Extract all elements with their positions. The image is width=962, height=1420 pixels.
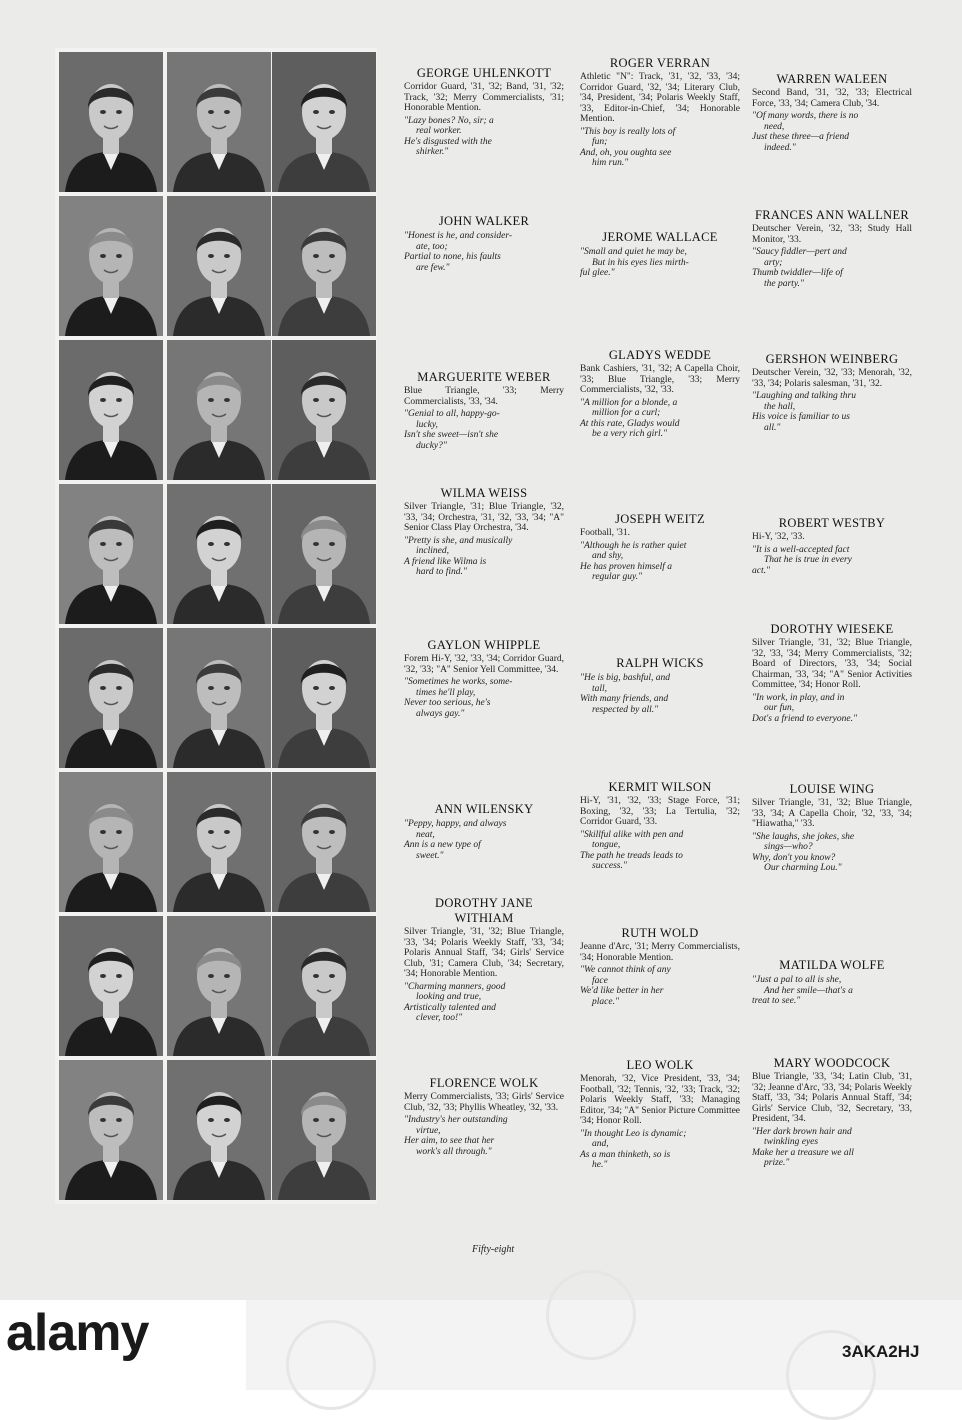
quote-line: hard to find." <box>416 567 467 577</box>
quote-line: treat to see." <box>752 996 801 1006</box>
quote-line: "Of many words, there is no <box>752 111 859 121</box>
student-portrait <box>167 196 271 336</box>
quote-line: the hall, <box>764 401 796 412</box>
quote-line: shirker." <box>416 147 449 157</box>
student-activities: Second Band, '31, '32, '33; Electrical Force, '33, '34; Camera Club, '34. <box>752 88 912 109</box>
student-activities: Silver Triangle, '31; Blue Triangle, '32, '33, '34; Orchestra, '31, '32, '33, '34; "A" Senior Class Play Orchestra, '34. <box>404 502 564 533</box>
quote-line: arty; <box>764 257 783 268</box>
student-quote <box>752 391 912 433</box>
quote-line: Never too serious, he's <box>404 698 491 708</box>
student-activities: Silver Triangle, '31, '32; Blue Triangle, '32, '33, '34; Merry Commercialists, '32; Board of Directors, '33, '34; Social Chairman, '33, '34; "A" Senior Activities Committee, '34; Honor Roll. <box>752 638 912 690</box>
student-name: FLORENCE WOLK <box>429 1076 539 1090</box>
quote-line: Thumb twiddler—life of <box>752 268 843 278</box>
student-quote <box>580 965 740 1007</box>
student-entry <box>752 1056 912 1169</box>
student-portrait <box>59 1060 163 1200</box>
portrait-grid <box>55 48 377 1204</box>
quote-line: ful glee." <box>580 268 615 278</box>
student-quote <box>752 247 912 289</box>
quote-line: our fun, <box>764 703 795 713</box>
student-quote <box>580 247 740 279</box>
student-quote <box>752 975 912 1007</box>
student-quote <box>752 693 912 725</box>
student-entry <box>580 230 740 279</box>
student-name: GERSHON WEINBERG <box>765 352 899 366</box>
student-portrait <box>167 916 271 1056</box>
student-quote <box>580 1129 740 1171</box>
quote-line: Ann is a new type of <box>404 840 481 850</box>
student-entry <box>752 72 912 153</box>
quote-line: respected by all." <box>592 704 659 715</box>
quote-line: "Her dark brown hair and <box>752 1126 852 1137</box>
quote-line: need, <box>764 121 785 132</box>
quote-line: sweet." <box>416 850 444 861</box>
student-name: WILMA WEISS <box>440 486 528 500</box>
student-name: WARREN WALEEN <box>776 72 888 86</box>
student-activities: Blue Triangle, '33, '34; Latin Club, '31, '32; Jeanne d'Arc, '33, '34; Polaris Weekly Staff, '33, '34; Polaris Annual Staff, '34; Girls' Service Club, '32, Secretary, '33, President, '34. <box>752 1072 912 1124</box>
quote-line: "Skillful alike with pen and <box>580 829 684 840</box>
student-entry <box>752 622 912 724</box>
quote-line: Just these three—a friend <box>752 132 850 142</box>
quote-line: ducky?" <box>416 440 447 451</box>
student-activities: Blue Triangle, '33; Merry Commercialists, '33, '34. <box>404 386 564 407</box>
student-name: ROBERT WESTBY <box>778 516 886 530</box>
student-activities: Silver Triangle, '31, '32; Blue Triangle, '33, '34; Polaris Weekly Staff, '33, '34; Polaris Annual Staff, '34; Girls' Service Club, '31; Camera Club, '34; Secretary, '34; Honorable Mention. <box>404 927 564 979</box>
quote-line: "Honest is he, and consider- <box>404 231 513 241</box>
student-quote <box>580 673 740 715</box>
student-entry <box>580 656 740 715</box>
quote-line: he." <box>592 1160 608 1170</box>
student-entry <box>580 348 740 440</box>
student-activities: Football, '31. <box>580 528 631 538</box>
student-portrait <box>272 52 376 192</box>
student-name: GLADYS WEDDE <box>608 348 712 362</box>
quote-line: Partial to none, his faults <box>404 252 501 262</box>
quote-line: "Genial to all, happy-go- <box>404 409 500 419</box>
student-portrait <box>272 484 376 624</box>
student-entry <box>580 1058 740 1171</box>
student-activities: Forem Hi-Y, '32, '33, '34; Corridor Guard, '32, '33; "A" Senior Yell Committee, '34. <box>404 654 564 675</box>
student-quote <box>404 409 564 451</box>
student-entry <box>404 1076 564 1157</box>
student-portrait <box>272 628 376 768</box>
student-name: FRANCES ANN WALLNER <box>754 208 910 222</box>
quote-line: And her smile—that's a <box>764 985 853 996</box>
student-entry <box>404 638 564 719</box>
student-activities: Menorah, '32, Vice President, '33, '34; Football, '32; Tennis, '32, '33; Track, '32; Polaris Weekly Staff, '33; Managing Editor, '34; "A" Senior Picture Committee '34; Honor Roll. <box>580 1074 741 1126</box>
quote-line: That he is true in every <box>764 555 852 565</box>
quote-line: "Lazy bones? No, sir; a <box>404 115 494 126</box>
student-name: JOHN WALKER <box>438 214 530 228</box>
quote-line: His voice is familiar to us <box>752 412 850 422</box>
student-portrait <box>272 916 376 1056</box>
student-quote <box>404 819 564 861</box>
student-portrait <box>167 52 271 192</box>
quote-line: We'd like better in her <box>580 986 664 996</box>
quote-line: "Pretty is she, and musically <box>404 535 513 546</box>
quote-line: "He is big, bashful, and <box>580 673 671 683</box>
quote-line: "Just a pal to all is she, <box>752 975 842 985</box>
student-portrait <box>59 52 163 192</box>
student-portrait <box>167 772 271 912</box>
student-portrait <box>59 772 163 912</box>
quote-line: prize." <box>764 1158 790 1168</box>
quote-line: "A million for a blonde, a <box>580 397 678 408</box>
quote-line: But in his eyes lies mirth- <box>592 257 689 268</box>
quote-line: And, oh, you oughta see <box>580 147 672 158</box>
student-entry <box>580 780 740 872</box>
quote-line: "Peppy, happy, and always <box>404 819 507 829</box>
student-quote <box>404 116 564 158</box>
student-portrait <box>59 916 163 1056</box>
student-quote <box>404 677 564 719</box>
student-activities: Athletic "N": Track, '31, '32, '33, '34; Corridor Guard, '32, '34; Literary Club, '34, President, '34; Polaris Weekly Staff, '33, Editor-in-Chief, '34; Honorable Mention. <box>580 72 740 124</box>
student-entry <box>580 926 740 1007</box>
quote-line: "Laughing and talking thru <box>752 391 857 401</box>
student-name: KERMIT WILSON <box>608 780 712 794</box>
student-quote <box>404 982 564 1024</box>
student-portrait <box>59 484 163 624</box>
student-quote <box>752 545 912 577</box>
quote-line: times he'll play, <box>416 687 476 698</box>
image-id: 3AKA2HJ <box>842 1342 920 1361</box>
student-name: GAYLON WHIPPLE <box>427 638 541 652</box>
student-name: JOSEPH WEITZ <box>615 512 705 526</box>
quote-line: be a very rich girl." <box>592 429 667 439</box>
quote-line: clever, too!" <box>416 1013 463 1023</box>
student-name: ROGER VERRAN <box>609 56 711 70</box>
quote-line: inclined, <box>416 546 449 556</box>
student-activities: Hi-Y, '32, '33. <box>752 532 805 542</box>
quote-line: act." <box>752 565 770 576</box>
quote-line: "In work, in play, and in <box>752 692 845 703</box>
quote-line: lucky, <box>416 419 438 430</box>
student-entry <box>404 370 564 451</box>
student-quote <box>404 1115 564 1157</box>
student-portrait <box>59 628 163 768</box>
quote-line: all." <box>764 422 781 433</box>
student-activities: Merry Commercialists, '33; Girls' Service Club, '32, '33; Phyllis Wheatley, '32, '33. <box>404 1092 564 1113</box>
quote-line: Dot's a friend to everyone." <box>752 713 857 724</box>
quote-line: ate, too; <box>416 241 448 252</box>
student-name: GEORGE UHLENKOTT <box>416 66 552 80</box>
quote-line: looking and true, <box>416 992 482 1002</box>
quote-line: sings—who? <box>764 842 813 852</box>
student-entry <box>404 66 564 158</box>
student-entry <box>752 782 912 874</box>
student-entry <box>404 486 564 578</box>
student-name: JEROME WALLACE <box>602 230 718 244</box>
quote-line: He's disgusted with the <box>404 136 492 147</box>
quote-line: The path he treads leads to <box>580 850 683 861</box>
student-name: LEO WOLK <box>626 1058 694 1072</box>
student-portrait <box>272 340 376 480</box>
quote-line: and, <box>592 1139 609 1149</box>
quote-line: Her aim, to see that her <box>404 1136 495 1146</box>
quote-line: neat, <box>416 829 435 840</box>
student-name: MARGUERITE WEBER <box>417 370 551 384</box>
quote-line: success." <box>592 861 627 871</box>
student-entry <box>404 802 564 861</box>
student-name: MARY WOODCOCK <box>773 1056 891 1070</box>
student-entry <box>752 352 912 433</box>
student-name: ANN WILENSKY <box>434 802 534 816</box>
quote-line: face <box>592 975 608 986</box>
student-quote <box>580 541 740 583</box>
quote-line: real worker. <box>416 126 462 136</box>
quote-line: place." <box>592 996 619 1007</box>
quote-line: He has proven himself a <box>580 561 672 572</box>
student-entry <box>580 512 740 583</box>
quote-line: tall, <box>592 683 608 694</box>
quote-line: At this rate, Gladys would <box>580 418 680 429</box>
quote-line: "We cannot think of any <box>580 965 671 975</box>
quote-line: "Sometimes he works, some- <box>404 677 513 687</box>
quote-line: With many friends, and <box>580 694 669 704</box>
student-entry <box>404 214 564 273</box>
quote-line: are few." <box>416 262 450 273</box>
quote-line: Artistically talented and <box>404 1002 496 1013</box>
quote-line: "She laughs, she jokes, she <box>752 831 855 842</box>
page-number: Fifty-eight <box>472 1244 515 1255</box>
quote-line: "In thought Leo is dynamic; <box>580 1128 687 1139</box>
student-quote <box>752 1127 912 1169</box>
student-name: DOROTHY JANE WITHIAM <box>435 896 533 925</box>
student-name: DOROTHY WIESEKE <box>770 622 894 636</box>
quote-line: As a man thinketh, so is <box>580 1149 671 1160</box>
quote-line: and shy, <box>592 551 624 561</box>
quote-line: million for a curl; <box>592 408 661 418</box>
quote-line: "Small and quiet he may be, <box>580 247 687 257</box>
student-entry <box>752 958 912 1007</box>
student-name: RUTH WOLD <box>621 926 699 940</box>
quote-line: "This boy is really lots of <box>580 126 676 137</box>
student-entry <box>752 208 912 289</box>
student-portrait <box>167 340 271 480</box>
student-quote <box>580 127 740 169</box>
quote-line: work's all through." <box>416 1146 492 1157</box>
student-portrait <box>59 340 163 480</box>
quote-line: "Saucy fiddler—pert and <box>752 247 847 257</box>
student-quote <box>752 111 912 153</box>
student-activities: Corridor Guard, '31, '32; Band, '31, '32; Track, '32; Merry Commercialists, '31; Honorable Mention. <box>404 82 564 113</box>
quote-line: Our charming Lou." <box>764 863 842 873</box>
student-quote <box>752 832 912 874</box>
quote-line: Make her a treasure we all <box>752 1147 854 1158</box>
quote-line: always gay." <box>416 708 465 719</box>
quote-line: Isn't she sweet—isn't she <box>404 430 499 440</box>
quote-line: "Charming manners, good <box>404 981 506 992</box>
quote-line: "Although he is rather quiet <box>580 540 687 551</box>
student-activities: Deutscher Verein, '32, '33; Menorah, '32, '33, '34; Polaris salesman, '31, '32. <box>752 368 912 389</box>
student-portrait <box>167 484 271 624</box>
student-entry <box>752 516 912 576</box>
quote-line: the party." <box>764 278 804 289</box>
student-portrait <box>167 628 271 768</box>
alamy-logo: alamy <box>6 1304 149 1362</box>
quote-line: Why, don't you know? <box>752 852 836 863</box>
quote-line: "It is a well-accepted fact <box>752 544 850 555</box>
student-portrait <box>272 196 376 336</box>
student-name: LOUISE WING <box>789 782 875 796</box>
student-activities: Deutscher Verein, '32, '33; Study Hall Monitor, '33. <box>752 224 912 245</box>
quote-line: him run." <box>592 158 629 168</box>
student-quote <box>580 830 740 872</box>
student-quote <box>404 536 564 578</box>
student-name: MATILDA WOLFE <box>779 958 885 972</box>
quote-line: twinkling eyes <box>764 1137 819 1147</box>
student-activities: Bank Cashiers, '31, '32; A Capella Choir, '33; Blue Triangle, '33; Merry Commercialists, '32, '33. <box>580 364 740 395</box>
student-portrait <box>59 196 163 336</box>
quote-line: virtue, <box>416 1125 441 1136</box>
student-quote <box>580 398 740 440</box>
quote-line: "Industry's her outstanding <box>404 1115 508 1125</box>
student-portrait <box>272 1060 376 1200</box>
student-portrait <box>272 772 376 912</box>
student-entry <box>404 896 564 1024</box>
quote-line: regular guy." <box>592 572 643 582</box>
student-portrait <box>167 1060 271 1200</box>
quote-line: fun; <box>592 137 608 147</box>
student-quote <box>404 231 564 273</box>
student-activities: Hi-Y, '31, '32, '33; Stage Force, '31; Boxing, '32, '33; La Tertulia, '32; Corridor Guard, '33. <box>580 796 740 827</box>
quote-line: tongue, <box>592 840 621 850</box>
student-entry <box>580 56 740 169</box>
quote-line: indeed." <box>764 142 796 153</box>
quote-line: A friend like Wilma is <box>404 556 487 567</box>
student-activities: Silver Triangle, '31, '32; Blue Triangle, '33, '34; A Capella Choir, '32, '33, '34; "Hiawatha," '33. <box>752 798 912 829</box>
student-name: RALPH WICKS <box>616 656 704 670</box>
student-activities: Jeanne d'Arc, '31; Merry Commercialists, '34; Honorable Mention. <box>580 942 740 963</box>
